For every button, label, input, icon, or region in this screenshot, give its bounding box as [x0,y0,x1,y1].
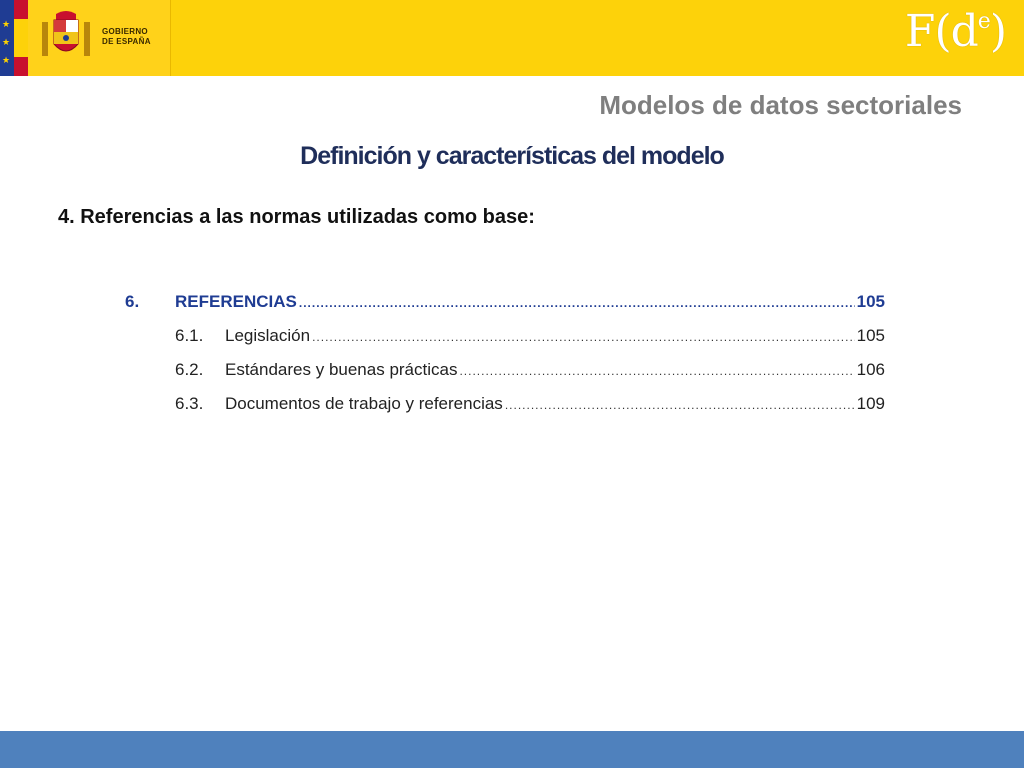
spain-coat-of-arms-icon [38,8,94,64]
fde-logo-sup: e [977,9,990,34]
toc-page: 105 [856,326,885,345]
fde-logo-base: F(d [904,6,978,57]
toc-number: 6.1. [175,326,204,345]
spain-flag-stripe [14,0,28,76]
gobierno-text [102,27,151,47]
toc-title: Estándares y buenas prácticas [225,360,458,379]
table-of-contents [125,292,885,428]
star-icon: ★ [2,37,11,47]
toc-leader [299,296,855,310]
toc-leader [505,398,855,412]
footer-band [0,731,1024,768]
toc-number: 6.2. [175,360,204,379]
slide-title: Definición y características del modelo [300,142,724,170]
fde-logo [905,6,1006,57]
header-band [0,0,1024,76]
toc-number: 6. [125,292,140,311]
toc-title: Legislación [225,326,311,345]
toc-entry [125,326,885,360]
gobierno-logo [28,0,171,76]
gobierno-line1: GOBIERNO [102,27,148,36]
toc-entry [125,360,885,394]
toc-entry [125,394,885,428]
toc-page: 105 [856,292,885,311]
toc-page: 109 [856,394,885,413]
toc-number: 6.3. [175,394,204,413]
star-icon: ★ [2,19,11,29]
gobierno-line2: DE ESPAÑA [102,37,151,46]
toc-leader [312,330,855,344]
toc-page: 106 [856,360,885,379]
fde-logo-close: ) [989,6,1006,57]
toc-leader [459,364,854,378]
star-icon: ★ [2,55,11,65]
subtitle: 4. Referencias a las normas utilizadas como base: [58,206,535,228]
section-title: Modelos de datos sectoriales [599,90,962,120]
eu-flag-stripe [0,0,14,76]
toc-entry [125,292,885,326]
toc-title: REFERENCIAS [175,292,297,311]
toc-title: Documentos de trabajo y referencias [225,394,503,413]
